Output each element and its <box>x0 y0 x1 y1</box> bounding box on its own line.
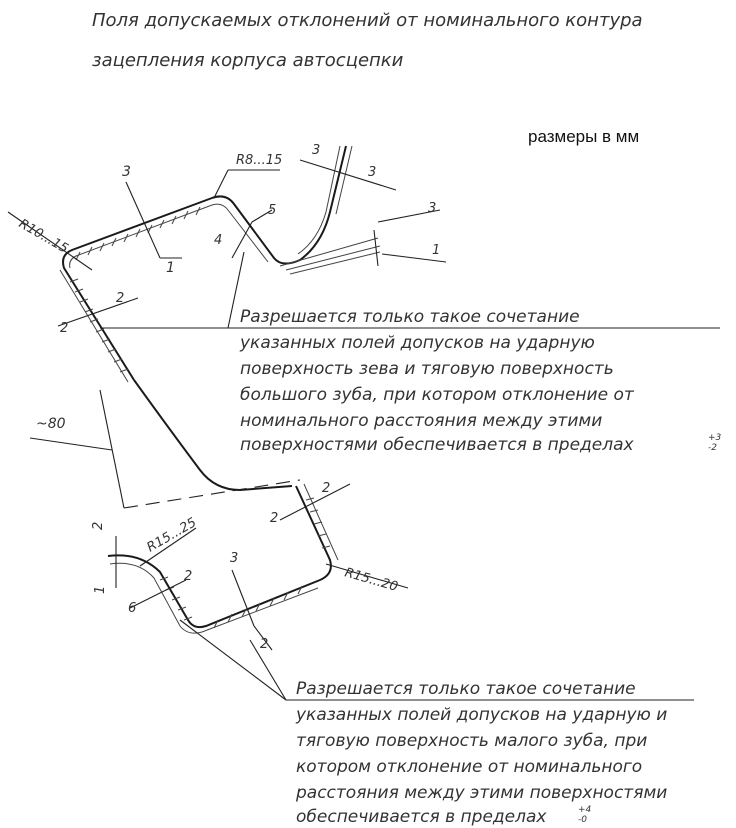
title-line-1: Поля допускаемых отклонений от номинального контура <box>92 10 643 31</box>
lower-contour <box>108 484 338 633</box>
note-bottom-tol-plus: +4 <box>578 805 592 815</box>
note-bottom-line-5: расстояния между этими поверхностями <box>296 783 668 803</box>
note-top-line-2: указанных полей допусков на ударную <box>240 333 595 353</box>
label-r10-15: R10...15 <box>16 216 71 257</box>
label-3-hook-a: 3 <box>312 143 321 158</box>
label-r15-25: R15...25 <box>144 515 200 556</box>
note-bottom <box>295 679 667 827</box>
note-bottom-line-1: Разрешается только такое сочетание <box>296 679 636 699</box>
upper-left-tolerance-line <box>60 270 128 382</box>
note-bottom-line-6: обеспечивается в пределах <box>296 807 547 827</box>
label-r15-20: R15...20 <box>342 565 400 595</box>
note-top <box>239 307 722 455</box>
note-top-tol-plus: +3 <box>708 433 722 443</box>
label-6: 6 <box>128 601 137 616</box>
note-top-line-1: Разрешается только такое сочетание <box>240 307 580 327</box>
lower-contour-line <box>108 486 331 627</box>
label-1-top: 1 <box>166 260 175 276</box>
label-1-arm: 1 <box>432 243 441 258</box>
label-3-top: 3 <box>122 164 131 180</box>
title-line-2: зацепления корпуса автосцепки <box>92 50 404 71</box>
note-bottom-line-2: указанных полей допусков на ударную и <box>296 705 668 725</box>
label-2-lower-d: 2 <box>322 481 331 496</box>
label-2-lower-b: 2 <box>260 637 269 652</box>
label-2-lower-a: 2 <box>184 569 193 584</box>
right-arm-line-3 <box>290 252 380 274</box>
label-2-lower-left: 2 <box>91 521 106 530</box>
label-2-left-a: 2 <box>116 291 125 306</box>
label-3-lower: 3 <box>230 551 239 566</box>
note-top-line-5: номинального расстояния между этими <box>240 411 603 431</box>
label-r8-15: R8...15 <box>236 153 283 168</box>
label-approx-80: ~80 <box>36 416 66 432</box>
label-4: 4 <box>214 233 223 248</box>
label-3-arm: 3 <box>428 201 437 216</box>
right-arm-line-2 <box>286 246 380 270</box>
lower-right-hatching <box>306 498 330 548</box>
label-2-left-b: 2 <box>60 321 69 336</box>
upper-hatching <box>76 207 200 260</box>
note-top-tol-minus: -2 <box>708 443 717 453</box>
note-bottom-line-3: тяговую поверхность малого зуба, при <box>296 731 648 751</box>
label-3-hook-b: 3 <box>368 165 377 180</box>
note-top-line-4: большого зуба, при котором отклонение от <box>240 385 634 405</box>
note-bottom-tol-minus: -0 <box>578 815 587 825</box>
note-top-line-3: поверхность зева и тяговую поверхность <box>240 359 614 379</box>
units-label: размеры в мм <box>528 127 640 146</box>
note-bottom-line-4: котором отклонение от номинального <box>296 757 643 777</box>
label-2-lower-c: 2 <box>270 511 279 526</box>
label-5: 5 <box>268 203 277 218</box>
note-top-line-6: поверхностями обеспечивается в пределах <box>240 435 634 455</box>
right-arm-line-1 <box>280 238 378 266</box>
label-1-lower-left: 1 <box>93 585 108 594</box>
